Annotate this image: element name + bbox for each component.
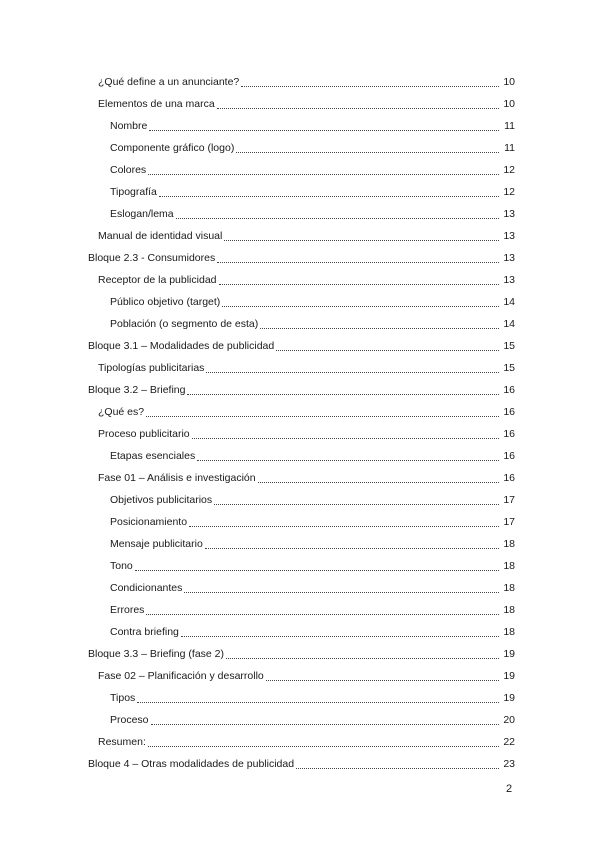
toc-entry-page[interactable]: 13: [503, 208, 515, 220]
toc-entry[interactable]: [88, 68, 515, 90]
toc-entry-label[interactable]: Errores: [110, 604, 145, 616]
toc-dot-leader: [226, 658, 499, 659]
toc-dot-leader: [224, 240, 499, 241]
toc-entry-page[interactable]: 18: [503, 538, 515, 550]
toc-dot-leader: [146, 614, 499, 615]
toc-entry-label[interactable]: ¿Qué define a un anunciante?: [98, 76, 240, 88]
toc-entry[interactable]: [88, 200, 515, 222]
toc-entry-label[interactable]: Tipologías publicitarias: [98, 362, 205, 374]
toc-entry[interactable]: [88, 178, 515, 200]
toc-entry-label[interactable]: Proceso: [110, 714, 149, 726]
toc-entry[interactable]: [88, 508, 515, 530]
toc-entry-page[interactable]: 10: [503, 98, 515, 110]
toc-entry[interactable]: [88, 530, 515, 552]
toc-entry[interactable]: [88, 354, 515, 376]
toc-entry-page[interactable]: 13: [503, 252, 515, 264]
toc-dot-leader: [258, 482, 499, 483]
toc-entry-label[interactable]: Público objetivo (target): [110, 296, 221, 308]
toc-entry[interactable]: [88, 376, 515, 398]
toc-entry-label[interactable]: ¿Qué es?: [98, 406, 145, 418]
toc-dot-leader: [241, 86, 499, 87]
toc-entry-page[interactable]: 16: [503, 406, 515, 418]
toc-entry-label[interactable]: Contra briefing: [110, 626, 179, 638]
toc-entry-label[interactable]: Bloque 4 – Otras modalidades de publicidad: [88, 758, 295, 770]
toc-entry-label[interactable]: Nombre: [110, 120, 148, 132]
toc-dot-leader: [222, 306, 499, 307]
toc-entry-label[interactable]: Población (o segmento de esta): [110, 318, 259, 330]
toc-dot-leader: [148, 174, 499, 175]
toc-entry[interactable]: [88, 640, 515, 662]
toc-dot-leader: [276, 350, 499, 351]
toc-entry[interactable]: [88, 310, 515, 332]
toc-entry-label[interactable]: Resumen:: [98, 736, 146, 748]
toc-entry[interactable]: [88, 552, 515, 574]
toc-dot-leader: [187, 394, 499, 395]
toc-entry-label[interactable]: Bloque 3.3 – Briefing (fase 2): [88, 648, 224, 660]
toc-dot-leader: [148, 746, 499, 747]
toc-entry[interactable]: [88, 332, 515, 354]
toc-entry-page[interactable]: 19: [503, 670, 515, 682]
toc-entry[interactable]: [88, 728, 515, 750]
toc-entry-label[interactable]: Tipografía: [110, 186, 157, 198]
toc-entry-page[interactable]: 10: [503, 76, 515, 88]
toc-dot-leader: [236, 152, 499, 153]
toc-entry-label[interactable]: Colores: [110, 164, 147, 176]
toc-dot-leader: [176, 218, 499, 219]
table-of-contents: [88, 68, 515, 772]
toc-entry-page[interactable]: 15: [503, 362, 515, 374]
toc-entry-label[interactable]: Bloque 3.1 – Modalidades de publicidad: [88, 340, 275, 352]
toc-entry-page[interactable]: 14: [503, 296, 515, 308]
toc-entry-label[interactable]: Bloque 3.2 – Briefing: [88, 384, 186, 396]
toc-entry[interactable]: [88, 706, 515, 728]
toc-dot-leader: [217, 108, 499, 109]
toc-entry[interactable]: [88, 266, 515, 288]
toc-entry-page[interactable]: 16: [503, 450, 515, 462]
toc-dot-leader: [217, 262, 499, 263]
toc-dot-leader: [219, 284, 500, 285]
toc-entry-page[interactable]: 18: [503, 582, 515, 594]
toc-dot-leader: [189, 526, 499, 527]
toc-entry[interactable]: [88, 398, 515, 420]
toc-entry-label[interactable]: Tono: [110, 560, 133, 572]
toc-entry-page[interactable]: 12: [503, 186, 515, 198]
toc-entry-page[interactable]: 15: [503, 340, 515, 352]
toc-entry[interactable]: [88, 750, 515, 772]
toc-entry-label[interactable]: Posicionamiento: [110, 516, 188, 528]
toc-entry[interactable]: [88, 90, 515, 112]
toc-entry-page[interactable]: 16: [503, 428, 515, 440]
toc-entry[interactable]: [88, 134, 515, 156]
toc-dot-leader: [260, 328, 499, 329]
toc-entry-label[interactable]: Manual de identidad visual: [98, 230, 223, 242]
toc-entry-page[interactable]: 13: [503, 274, 515, 286]
toc-entry-page[interactable]: 23: [503, 758, 515, 770]
page-number: 2: [506, 783, 513, 795]
toc-dot-leader: [181, 636, 499, 637]
toc-entry[interactable]: [88, 156, 515, 178]
toc-entry-label[interactable]: Receptor de la publicidad: [98, 274, 217, 286]
toc-entry[interactable]: [88, 486, 515, 508]
toc-dot-leader: [151, 724, 499, 725]
toc-dot-leader: [184, 592, 499, 593]
toc-entry-page[interactable]: 20: [503, 714, 515, 726]
toc-entry-page[interactable]: 11: [504, 142, 515, 154]
toc-entry-page[interactable]: 11: [504, 120, 515, 132]
toc-entry-label[interactable]: Elementos de una marca: [98, 98, 215, 110]
toc-entry[interactable]: [88, 464, 515, 486]
toc-entry[interactable]: [88, 420, 515, 442]
toc-entry-page[interactable]: 18: [503, 626, 515, 638]
toc-entry-page[interactable]: 16: [503, 384, 515, 396]
toc-entry-label[interactable]: Mensaje publicitario: [110, 538, 203, 550]
toc-entry-page[interactable]: 17: [503, 494, 515, 506]
toc-dot-leader: [214, 504, 499, 505]
toc-entry-label[interactable]: Tipos: [110, 692, 136, 704]
toc-entry[interactable]: [88, 574, 515, 596]
toc-entry[interactable]: [88, 662, 515, 684]
toc-entry-label[interactable]: Fase 02 – Planificación y desarrollo: [98, 670, 264, 682]
toc-dot-leader: [296, 768, 499, 769]
toc-entry[interactable]: [88, 596, 515, 618]
toc-entry-label[interactable]: Proceso publicitario: [98, 428, 190, 440]
toc-entry[interactable]: [88, 244, 515, 266]
toc-entry[interactable]: [88, 222, 515, 244]
toc-dot-leader: [146, 416, 499, 417]
toc-dot-leader: [197, 460, 499, 461]
toc-entry-label[interactable]: Etapas esenciales: [110, 450, 196, 462]
toc-dot-leader: [206, 372, 499, 373]
toc-dot-leader: [149, 130, 499, 131]
toc-dot-leader: [159, 196, 499, 197]
toc-dot-leader: [205, 548, 499, 549]
toc-entry-page[interactable]: 18: [503, 604, 515, 616]
toc-entry[interactable]: [88, 618, 515, 640]
toc-entry-page[interactable]: 19: [503, 648, 515, 660]
toc-entry-page[interactable]: 19: [503, 692, 515, 704]
toc-dot-leader: [192, 438, 499, 439]
toc-dot-leader: [266, 680, 499, 681]
toc-entry-label[interactable]: Componente gráfico (logo): [110, 142, 235, 154]
toc-entry-page[interactable]: 22: [503, 736, 515, 748]
toc-entry[interactable]: [88, 442, 515, 464]
toc-entry-page[interactable]: 13: [503, 230, 515, 242]
toc-entry-page[interactable]: 16: [503, 472, 515, 484]
toc-entry-label[interactable]: Eslogan/lema: [110, 208, 174, 220]
toc-entry-label[interactable]: Bloque 2.3 - Consumidores: [88, 252, 216, 264]
toc-entry-label[interactable]: Condicionantes: [110, 582, 183, 594]
toc-entry-page[interactable]: 14: [503, 318, 515, 330]
toc-entry[interactable]: [88, 288, 515, 310]
toc-entry[interactable]: [88, 684, 515, 706]
toc-entry[interactable]: [88, 112, 515, 134]
toc-dot-leader: [137, 702, 499, 703]
toc-entry-page[interactable]: 18: [503, 560, 515, 572]
toc-entry-label[interactable]: Fase 01 – Análisis e investigación: [98, 472, 256, 484]
toc-entry-label[interactable]: Objetivos publicitarios: [110, 494, 213, 506]
toc-dot-leader: [135, 570, 499, 571]
toc-entry-page[interactable]: 12: [503, 164, 515, 176]
toc-entry-page[interactable]: 17: [503, 516, 515, 528]
